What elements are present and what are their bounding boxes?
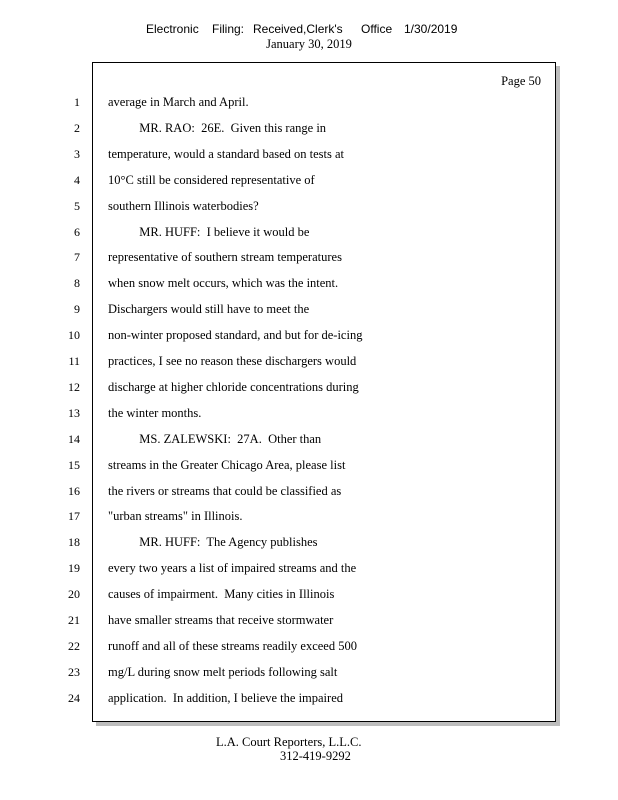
- line-number: 10: [68, 328, 80, 342]
- line-number: 5: [74, 199, 80, 213]
- page-number: Page 50: [501, 74, 541, 88]
- stamp-office: Office: [361, 22, 393, 36]
- transcript-line: streams in the Greater Chicago Area, please list: [108, 458, 346, 472]
- line-number: 2: [74, 121, 80, 135]
- stamp-date: 1/30/2019: [404, 22, 458, 36]
- line-number: 20: [68, 587, 80, 601]
- transcript-line: southern Illinois waterbodies?: [108, 199, 259, 213]
- line-number: 11: [68, 354, 80, 368]
- transcript-line: application. In addition, I believe the impaired: [108, 691, 343, 705]
- transcript-line: Dischargers would still have to meet the: [108, 302, 310, 316]
- line-number: 14: [68, 432, 80, 446]
- line-number: 22: [68, 639, 80, 653]
- transcript-line: practices, I see no reason these dischargers would: [108, 354, 357, 368]
- line-number: 8: [74, 276, 80, 290]
- line-number: 23: [68, 665, 80, 679]
- line-number: 6: [74, 225, 80, 239]
- court-reporter-name: L.A. Court Reporters, L.L.C.: [216, 735, 362, 749]
- line-number: 21: [68, 613, 80, 627]
- transcript-line: causes of impairment. Many cities in Illinois: [108, 587, 335, 601]
- line-number: 12: [68, 380, 80, 394]
- transcript-line: MS. ZALEWSKI: 27A. Other than: [108, 432, 322, 446]
- court-reporter-phone: 312-419-9292: [280, 749, 351, 763]
- transcript-line: MR. HUFF: The Agency publishes: [108, 535, 318, 549]
- transcript-date: January 30, 2019: [266, 37, 352, 51]
- line-number: 7: [74, 250, 80, 264]
- transcript-line: the winter months.: [108, 406, 202, 420]
- stamp-filing: Filing:: [212, 22, 245, 36]
- transcript-line: non-winter proposed standard, and but for de-icing: [108, 328, 363, 342]
- line-number: 4: [74, 173, 80, 187]
- line-number: 1: [74, 95, 80, 109]
- transcript-line: have smaller streams that receive stormwater: [108, 613, 334, 627]
- line-number: 18: [68, 535, 80, 549]
- line-number: 13: [68, 406, 80, 420]
- transcript-line: mg/L during snow melt periods following salt: [108, 665, 338, 679]
- stamp-received: Received,Clerk's: [253, 22, 343, 36]
- transcript-line: "urban streams" in Illinois.: [108, 509, 243, 523]
- line-number: 15: [68, 458, 80, 472]
- line-number: 16: [68, 484, 80, 498]
- line-number: 3: [74, 147, 80, 161]
- transcript-line: representative of southern stream temperatures: [108, 250, 342, 264]
- transcript-line: every two years a list of impaired streams and the: [108, 561, 357, 575]
- transcript-line: temperature, would a standard based on tests at: [108, 147, 345, 161]
- transcript-line: MR. RAO: 26E. Given this range in: [108, 121, 327, 135]
- line-number: 9: [74, 302, 80, 316]
- line-number: 19: [68, 561, 80, 575]
- transcript-line: discharge at higher chloride concentrations during: [108, 380, 359, 394]
- transcript-line: runoff and all of these streams readily exceed 500: [108, 639, 357, 653]
- transcript-line: when snow melt occurs, which was the intent.: [108, 276, 339, 290]
- electronic-filing-stamp: [0, 21, 618, 37]
- transcript-line: average in March and April.: [108, 95, 249, 109]
- stamp-electronic: Electronic: [146, 22, 199, 36]
- line-number: 17: [68, 509, 80, 523]
- transcript-line: the rivers or streams that could be classified as: [108, 484, 342, 498]
- line-number: 24: [68, 691, 80, 705]
- transcript-line: MR. HUFF: I believe it would be: [108, 225, 310, 239]
- transcript-line: 10°C still be considered representative of: [108, 173, 315, 187]
